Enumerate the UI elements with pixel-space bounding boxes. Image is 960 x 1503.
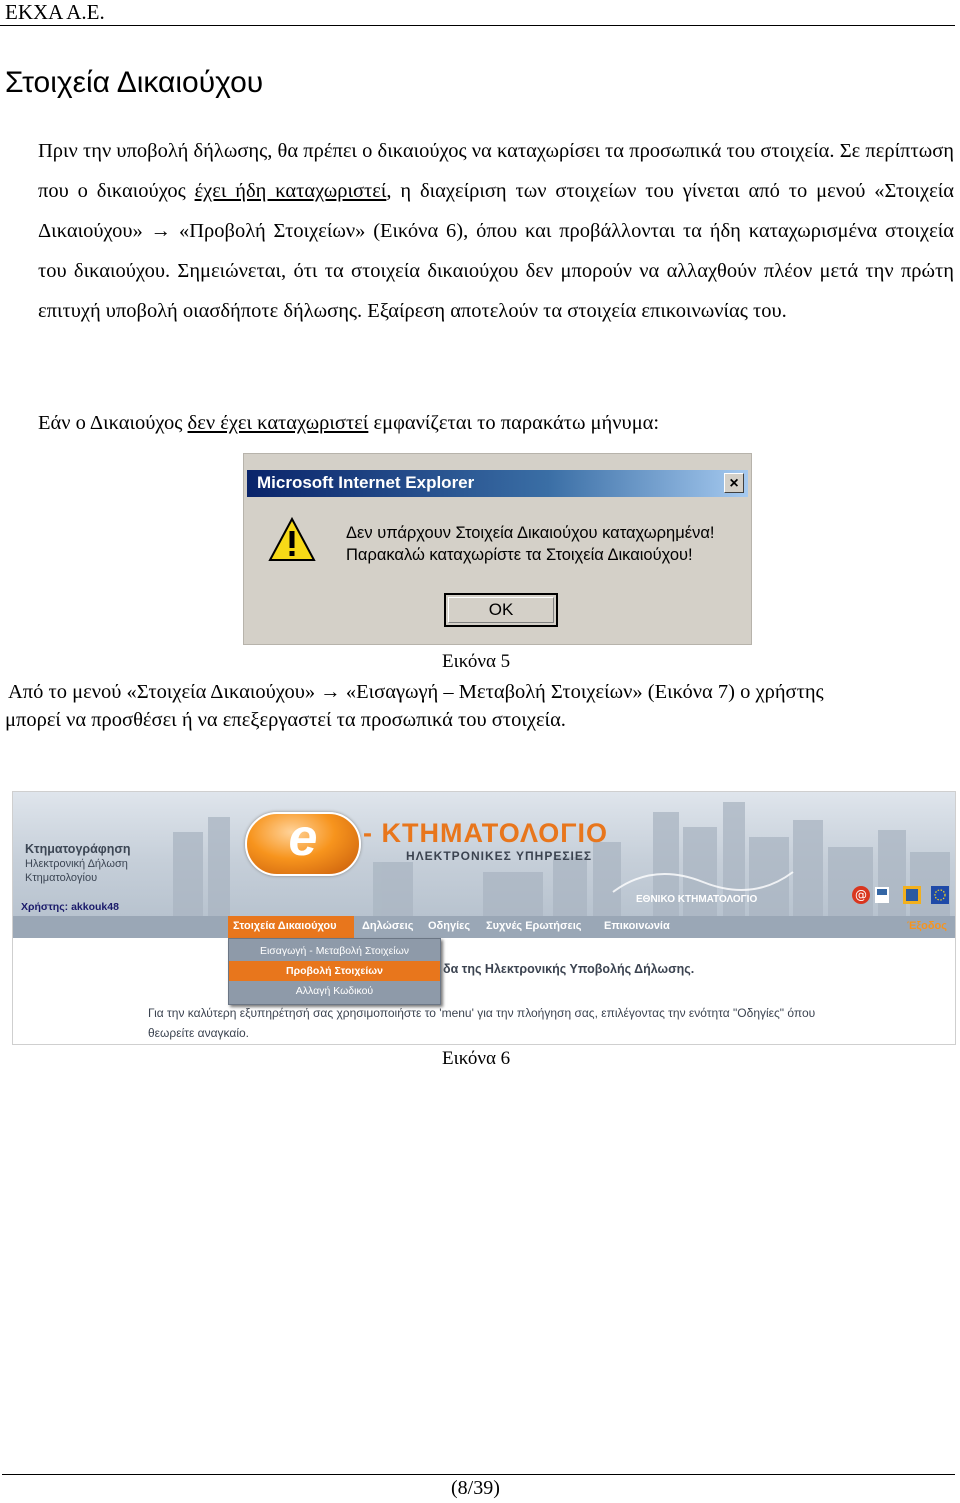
user-label: Χρήστης: — [21, 901, 69, 913]
menu-item-faq[interactable]: Συχνές Ερωτήσεις — [486, 920, 582, 932]
portal-side-sub-2: Κτηματολογίου — [25, 872, 98, 884]
beneficiary-dropdown-menu — [228, 938, 441, 1005]
user-name: akkouk48 — [71, 901, 119, 913]
menu-item-contact[interactable]: Επικοινωνία — [604, 920, 670, 932]
close-button[interactable]: × — [724, 473, 744, 493]
portal-screenshot-figure — [12, 791, 956, 1045]
paragraph-not-registered — [38, 412, 659, 435]
p2-post: εμφανίζεται το παρακάτω μήνυμα: — [368, 412, 660, 434]
menu-item-beneficiary[interactable]: Στοιχεία Δικαιούχου — [233, 920, 337, 932]
portal-side-title: Κτηματογράφηση — [25, 842, 131, 856]
partner-badges-icon — [851, 884, 951, 906]
alert-dialog-figure — [243, 453, 752, 645]
figure-caption-5: Εικόνα 5 — [442, 651, 511, 672]
p3-line-2: μπορεί να προσθέσει ή να επεξεργαστεί τα προσωπικά του στοιχεία. — [5, 709, 566, 731]
p2-pre: Εάν ο Δικαιούχος — [38, 412, 188, 434]
dialog-titlebar — [247, 470, 748, 497]
intro-sentence-2-pre: Σε περίπτωση που ο δικαιούχος — [38, 140, 954, 202]
portal-welcome-text: δα της Ηλεκτρονικής Υποβολής Δήλωσης. — [443, 962, 695, 976]
document-header: ΕΚΧΑ Α.Ε. — [5, 0, 105, 24]
portal-logo-subtitle: ΗΛΕΚΤΡΟΝΙΚΕΣ ΥΠΗΡΕΣΙΕΣ — [406, 849, 593, 863]
e-logo-letter: e — [288, 809, 318, 867]
portal-banner — [13, 792, 956, 916]
intro-sentence-1: Πριν την υποβολή δήλωσης, θα πρέπει ο δικαιούχος να καταχωρίσει τα προσωπικά του στοιχεία. — [38, 140, 835, 162]
menu-item-declarations[interactable]: Δηλώσεις — [362, 920, 414, 932]
national-cadastre-logo: ΕΘΝΙΚΟ ΚΤΗΜΑΤΟΛΟΓΙΟ — [636, 894, 758, 905]
dropdown-item-view[interactable]: Προβολή Στοιχείων — [229, 961, 440, 981]
header-rule — [0, 25, 955, 26]
dialog-message-line-2: Παρακαλώ καταχωρίστε τα Στοιχεία Δικαιούχου! — [346, 546, 693, 564]
dialog-message-line-1: Δεν υπάρχουν Στοιχεία Δικαιούχου καταχωρημένα! — [346, 524, 715, 542]
dropdown-item-edit[interactable]: Εισαγωγή - Μεταβολή Στοιχείων — [259, 945, 410, 957]
portal-user — [21, 901, 119, 913]
section-title: Στοιχεία Δικαιούχου — [5, 66, 264, 99]
dialog-title: Microsoft Internet Explorer — [257, 473, 475, 492]
intro-sentence-2-post: , η διαχείριση των στοιχείων του γίνεται από το μενού «Στοιχεία Δικαιούχου» → «Προβολή Στοιχείων» (Εικόνα 6), όπου και προβάλλονται τα ήδη καταχωρισμένα στοιχεία του δικαιούχου. Σημειώνεται, ότι τα στοιχεία δικαιούχου δεν μπορούν να αλλαχθούν πλέον μετά την πρώτη επιτυχή υποβολή οιασδήποτε δήλωσης. Εξαίρεση αποτελούν τα στοιχεία επικοινωνίας του. — [38, 180, 954, 322]
ok-button[interactable] — [444, 593, 558, 627]
portal-side-sub-1: Ηλεκτρονική Δήλωση — [25, 858, 128, 870]
footer-rule — [2, 1474, 955, 1475]
warning-icon — [268, 516, 316, 564]
portal-help-text: Για την καλύτερη εξυπηρέτησή σας χρησιμοποιήστε το 'menu' για την πλοήγηση σας, επιλέγοντας την ενότητα "Οδηγίες" όπου θεωρείτε αναγκαίο. — [148, 1006, 816, 1040]
portal-logo-title: - ΚΤΗΜΑΤΟΛΟΓΙΟ — [363, 818, 609, 848]
figure-caption-6: Εικόνα 6 — [442, 1048, 511, 1069]
e-logo — [245, 809, 361, 876]
ok-button-label: OK — [488, 600, 514, 619]
intro-underlined: έχει ήδη καταχωριστεί — [194, 180, 387, 202]
dialog-message — [346, 522, 714, 566]
paragraph-intro — [38, 131, 954, 331]
svg-text:@: @ — [855, 888, 867, 902]
menu-item-instructions[interactable]: Οδηγίες — [428, 920, 471, 932]
exit-link[interactable]: Έξοδος — [907, 920, 947, 932]
paragraph-edit-menu — [5, 678, 954, 734]
p2-underlined: δεν έχει καταχωριστεί — [187, 412, 369, 434]
portal-menubar — [13, 916, 956, 938]
p3-line-1: Από το μενού «Στοιχεία Δικαιούχου» → «Εισαγωγή – Μεταβολή Στοιχείων» (Εικόνα 7) ο χρήστης — [8, 681, 824, 703]
dropdown-item-password[interactable]: Αλλαγή Κωδικού — [295, 985, 374, 997]
page-number: (8/39) — [451, 1477, 500, 1499]
